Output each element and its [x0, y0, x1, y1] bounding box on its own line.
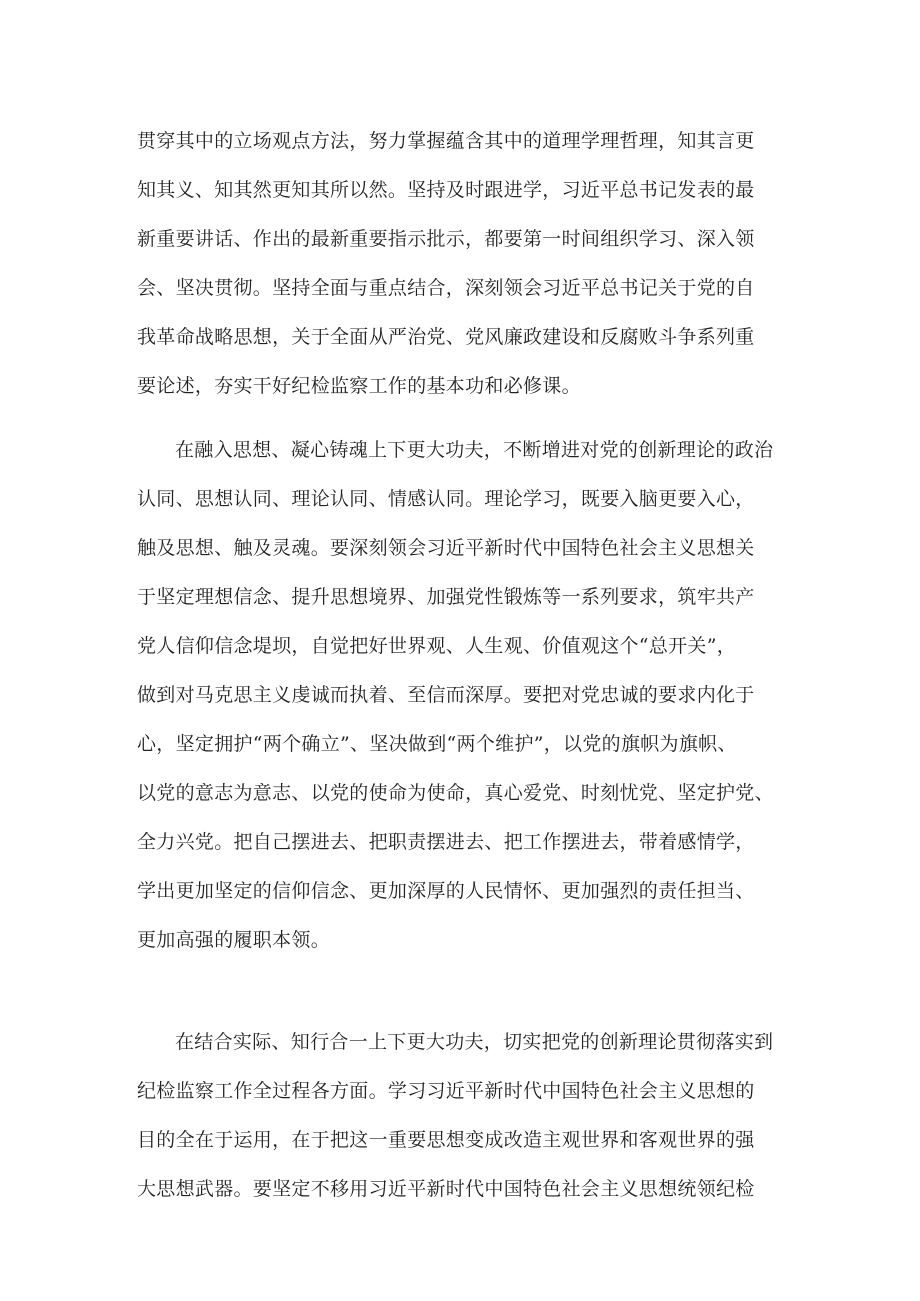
paragraph-line: 更加高强的履职本领。 [137, 929, 331, 951]
paragraph-line: 知其义、知其然更知其所以然。坚持及时跟进学，习近平总书记发表的最 [137, 179, 755, 201]
paragraph-line: 党人信仰信念堤坝，自觉把好世界观、人生观、价值观这个“总开关”， [137, 635, 737, 657]
paragraph-line: 大思想武器。要坚定不移用习近平新时代中国特色社会主义思想统领纪检 [137, 1178, 755, 1200]
paragraph-3 [137, 1018, 797, 1214]
paragraph-line: 目的全在于运用，在于把这一重要思想变成改造主观世界和客观世界的强 [137, 1129, 755, 1151]
paragraph-line: 在融入思想、凝心铸魂上下更大功夫，不断增进对党的创新理论的政治 [175, 439, 774, 461]
paragraph-line: 贯穿其中的立场观点方法，努力掌握蕴含其中的道理学理哲理，知其言更 [137, 130, 755, 152]
paragraph-line: 我革命战略思想，关于全面从严治党、党风廉政建设和反腐败斗争系列重 [137, 326, 755, 348]
paragraph-line: 在结合实际、知行合一上下更大功夫，切实把党的创新理论贯彻落实到 [175, 1031, 774, 1053]
paragraph-line: 新重要讲话、作出的最新重要指示批示，都要第一时间组织学习、深入领 [137, 228, 755, 250]
paragraph-line: 做到对马克思主义虔诚而执着、至信而深厚。要把对党忠诚的要求内化于 [137, 684, 755, 706]
paragraph-line: 认同、思想认同、理论认同、情感认同。理论学习，既要入脑更要入心， [137, 488, 755, 510]
paragraph-1 [137, 117, 797, 411]
paragraph-line: 以党的意志为意志、以党的使命为使命，真心爱党、时刻忧党、坚定护党、 [137, 782, 774, 804]
paragraph-line: 于坚定理想信念、提升思想境界、加强党性锻炼等一系列要求，筑牢共产 [137, 586, 755, 608]
paragraph-2 [137, 426, 797, 965]
paragraph-line: 触及思想、触及灵魂。要深刻领会习近平新时代中国特色社会主义思想关 [137, 537, 755, 559]
paragraph-line: 纪检监察工作全过程各方面。学习习近平新时代中国特色社会主义思想的 [137, 1080, 755, 1102]
paragraph-line: 心，坚定拥护“两个确立”、坚决做到“两个维护”，以党的旗帜为旗帜、 [137, 733, 737, 755]
paragraph-line: 全力兴党。把自己摆进去、把职责摆进去、把工作摆进去，带着感情学， [137, 831, 755, 853]
paragraph-line: 会、坚决贯彻。坚持全面与重点结合，深刻领会习近平总书记关于党的自 [137, 277, 755, 299]
paragraph-line: 要论述，夯实干好纪检监察工作的基本功和必修课。 [137, 375, 581, 397]
paragraph-line: 学出更加坚定的信仰信念、更加深厚的人民情怀、更加强烈的责任担当、 [137, 880, 755, 902]
